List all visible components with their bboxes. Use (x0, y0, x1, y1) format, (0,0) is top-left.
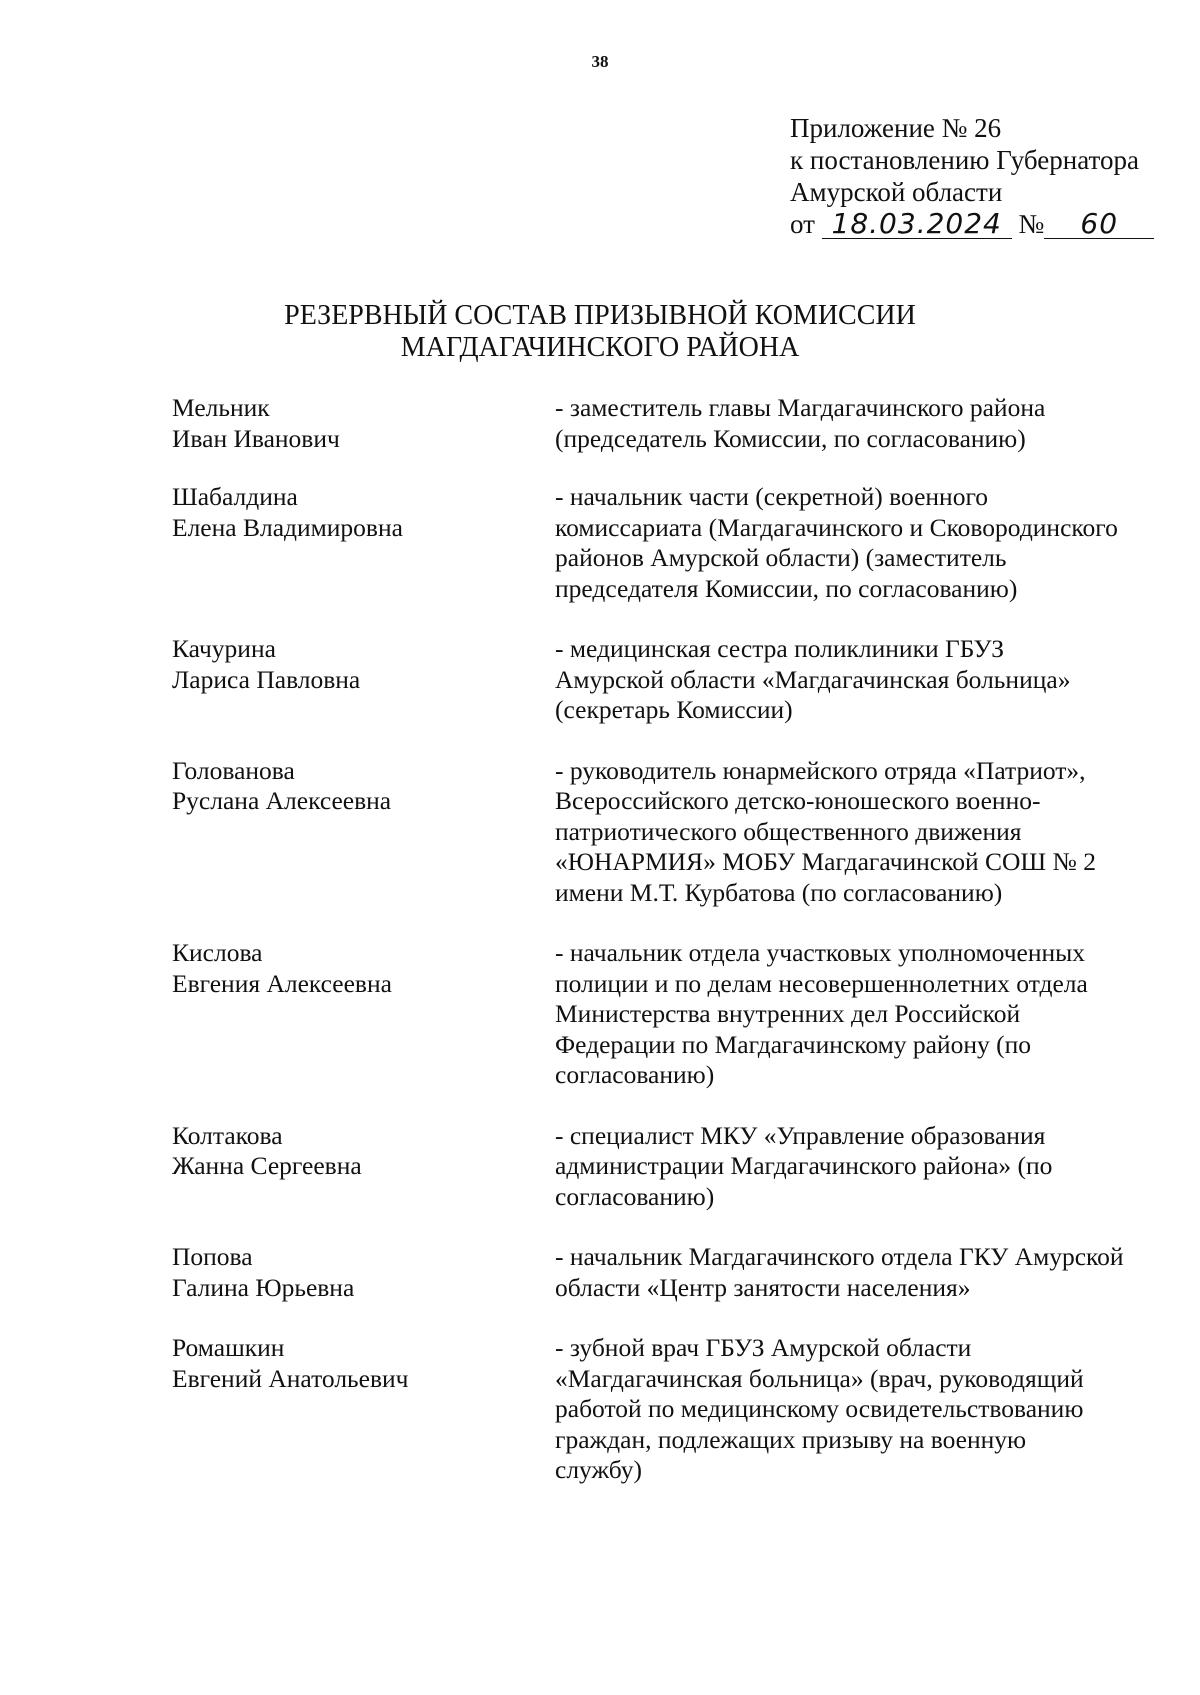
title-line-2: МАГДАГАЧИНСКОГО РАЙОНА (400, 332, 800, 363)
member-surname: Голованова (172, 755, 295, 785)
member-surname: Кислова (172, 938, 263, 967)
member-name (172, 756, 555, 909)
member-given-names: Евгения Алексеевна (172, 968, 392, 998)
member-name (172, 1333, 555, 1486)
member-role-line: - заместитель главы Магдагачинского района (555, 393, 1046, 422)
member-given-names: Галина Юрьевна (172, 1272, 355, 1302)
member-row (172, 1242, 1172, 1303)
member-role-line: - зубной врач ГБУЗ Амурской области (555, 1333, 972, 1362)
member-role-line: администрации Магдагачинского района» (по (555, 1151, 1053, 1180)
member-role-line: - специалист МКУ «Управление образования (555, 1120, 1046, 1150)
member-name (172, 1121, 555, 1213)
page-number: 38 (591, 52, 609, 71)
member-name (172, 634, 555, 726)
member-role (555, 1121, 1172, 1213)
member-surname: Попова (172, 1242, 253, 1271)
appendix-block (790, 112, 1190, 240)
number-sign: № (1018, 209, 1045, 239)
document-title (0, 300, 1200, 364)
member-role (555, 938, 1172, 1091)
member-role-line: районов Амурской области) (заместитель (555, 543, 1007, 572)
member-role-line: имени М.Т. Курбатова (по согласованию) (555, 877, 1003, 907)
member-role (555, 756, 1172, 909)
member-given-names: Жанна Сергеевна (172, 1151, 362, 1180)
member-role-line: патриотического общественного движения (555, 816, 1022, 846)
member-role (555, 634, 1172, 726)
member-role-line: комиссариата (Магдагачинского и Сковородинского (555, 512, 1118, 542)
handwritten-date: 18.03.2024 (822, 210, 1012, 239)
member-role (555, 482, 1172, 604)
member-given-names: Иван Иванович (172, 423, 340, 453)
member-role-line: «ЮНАРМИЯ» МОБУ Магдагачинской СОШ № 2 (555, 847, 1096, 876)
member-name (172, 393, 555, 454)
member-role-line: Всероссийского детско-юношеского военно- (555, 786, 1041, 815)
member-name (172, 1242, 555, 1303)
member-given-names: Лариса Павловна (172, 664, 361, 694)
member-given-names: Евгений Анатольевич (172, 1363, 409, 1393)
member-surname: Колтакова (172, 1120, 283, 1150)
member-role-line: согласованию) (555, 1060, 715, 1089)
appendix-decree-line: к постановлению Губернатора (790, 145, 1139, 175)
member-role-line: (секретарь Комиссии) (555, 695, 793, 724)
member-role-line: «Магдагачинская больница» (врач, руководящий (555, 1363, 1084, 1393)
member-row (172, 634, 1172, 726)
title-line-1: РЕЗЕРВНЫЙ СОСТАВ ПРИЗЫВНОЙ КОМИССИИ (284, 300, 916, 331)
member-role-line: - начальник отдела участковых уполномоченных (555, 938, 1086, 967)
member-role-line: согласованию) (555, 1181, 715, 1211)
member-role-line: - начальник Магдагачинского отдела ГКУ Амурской (555, 1242, 1124, 1271)
member-name (172, 482, 555, 604)
appendix-region-line: Амурской области (790, 177, 1003, 207)
member-row (172, 938, 1172, 1091)
member-given-names: Елена Владимировна (172, 512, 403, 542)
member-name (172, 938, 555, 1091)
member-role-line: работой по медицинскому освидетельствованию (555, 1394, 1084, 1423)
member-row (172, 393, 1172, 454)
member-surname: Шабалдина (172, 482, 298, 511)
member-role (555, 1242, 1172, 1303)
appendix-date-line (790, 208, 1190, 240)
member-given-names: Руслана Алексеевна (172, 786, 392, 815)
member-role-line: полиции и по делам несовершеннолетних отдела (555, 968, 1088, 998)
member-role-line: (председатель Комиссии, по согласованию) (555, 423, 1026, 453)
member-role-line: граждан, подлежащих призыву на военную (555, 1424, 1027, 1454)
member-row (172, 756, 1172, 909)
member-row (172, 1333, 1172, 1486)
member-role-line: - медицинская сестра поликлиники ГБУЗ (555, 634, 1004, 663)
member-surname: Мельник (172, 393, 270, 422)
member-role-line: области «Центр занятости населения» (555, 1272, 971, 1302)
handwritten-number: 60 (1044, 210, 1154, 239)
member-role-line: Амурской области «Магдагачинская больница» (555, 664, 1071, 694)
member-role-line: - руководитель юнармейского отряда «Патриот», (555, 755, 1086, 785)
member-role-line: - начальник части (секретной) военного (555, 482, 989, 511)
member-role-line: службу) (555, 1455, 642, 1484)
date-prefix: от (790, 209, 815, 239)
member-surname: Ромашкин (172, 1333, 285, 1362)
member-row (172, 482, 1172, 604)
appendix-title: Приложение № 26 (790, 113, 1002, 143)
member-role (555, 393, 1172, 454)
members-list (172, 393, 1172, 1486)
member-role (555, 1333, 1172, 1486)
member-role-line: Министерства внутренних дел Российской (555, 999, 1021, 1028)
member-role-line: председателя Комиссии, по согласованию) (555, 573, 1018, 603)
member-role-line: Федерации по Магдагачинскому району (по (555, 1029, 1031, 1059)
member-surname: Качурина (172, 634, 276, 663)
member-row (172, 1121, 1172, 1213)
